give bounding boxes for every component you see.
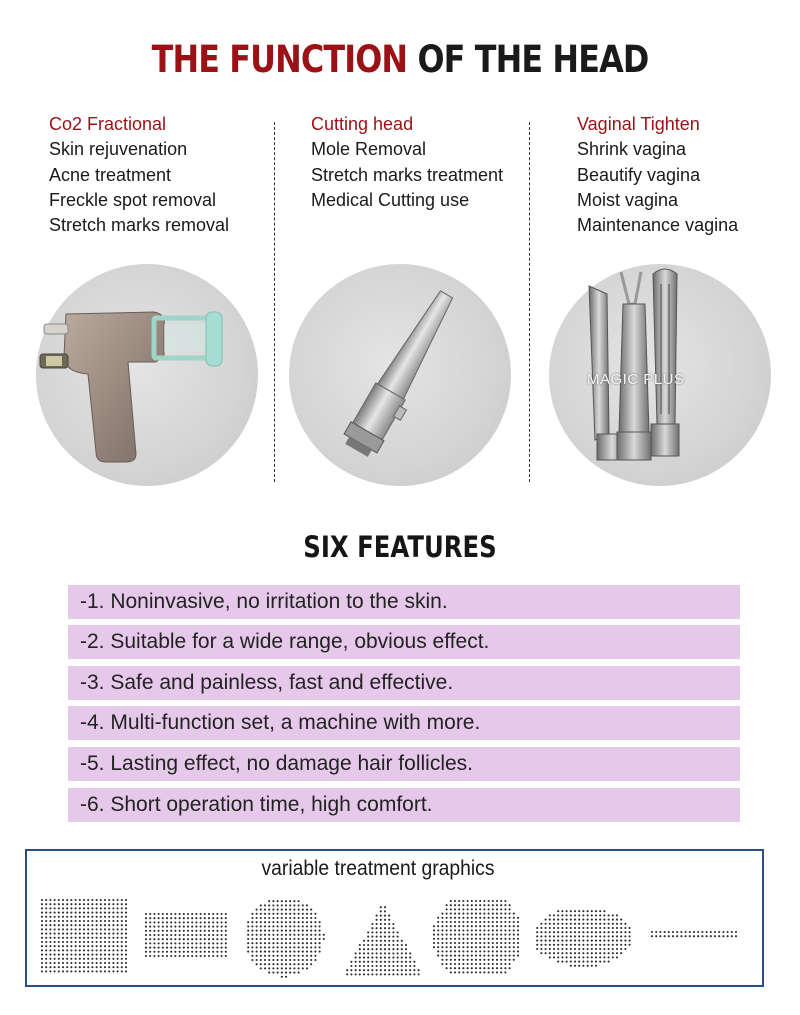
column-item: Medical Cutting use	[311, 189, 470, 210]
column-item: Stretch marks treatment	[311, 164, 504, 185]
column-item: Shrink vagina	[577, 139, 687, 160]
column-item: Freckle spot removal	[49, 189, 217, 210]
graphics-title: variable treatment graphics	[261, 857, 495, 880]
pattern-ellipse	[536, 910, 630, 967]
column-item: Moist vagina	[577, 189, 679, 210]
column-header: Cutting head	[311, 114, 414, 134]
brand-label: MAGIC PLUS	[587, 371, 685, 388]
features-title: SIX FEATURES	[303, 530, 497, 564]
pattern-hexagon	[433, 900, 519, 974]
feature-item: -3. Safe and painless, fast and effective.	[68, 666, 740, 700]
feature-item: -1. Noninvasive, no irritation to the skin.	[68, 585, 740, 619]
column-item: Maintenance vagina	[577, 215, 739, 236]
column-header: Co2 Fractional	[49, 114, 167, 134]
title-part-1: THE FUNCTION	[151, 38, 408, 81]
column-item: Stretch marks removal	[49, 215, 230, 236]
column-item: Acne treatment	[49, 164, 172, 185]
column-item: Beautify vagina	[577, 164, 701, 185]
pattern-rectangle	[145, 913, 227, 957]
feature-item: -5. Lasting effect, no damage hair follicles.	[68, 747, 740, 781]
feature-item: -2. Suitable for a wide range, obvious effect.	[68, 625, 740, 659]
feature-item: -6. Short operation time, high comfort.	[68, 788, 740, 822]
column-item: Mole Removal	[311, 139, 427, 160]
pattern-circle	[247, 900, 325, 978]
pattern-line	[651, 931, 737, 937]
title-part-2: OF THE HEAD	[417, 38, 649, 81]
column-header: Vaginal Tighten	[577, 114, 700, 134]
pattern-triangle	[346, 906, 420, 975]
pattern-square	[41, 899, 127, 973]
feature-item: -4. Multi-function set, a machine with more.	[68, 706, 740, 740]
column-item: Skin rejuvenation	[49, 139, 188, 160]
